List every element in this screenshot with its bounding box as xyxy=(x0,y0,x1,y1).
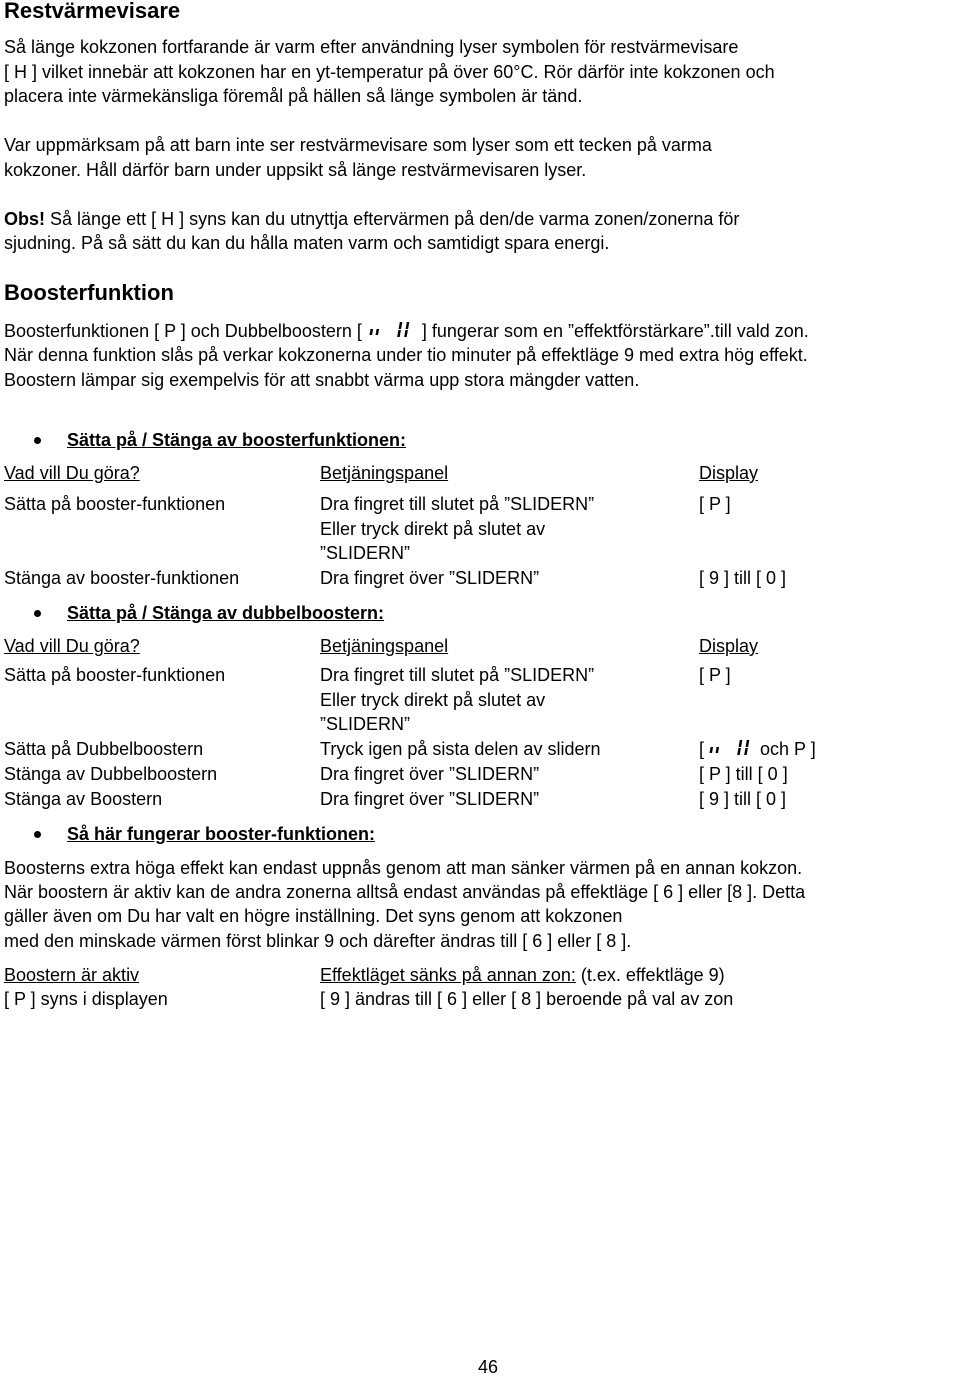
table-header-action: Vad vill Du göra? xyxy=(4,463,140,483)
table-cell-panel: Eller tryck direkt på slutet av xyxy=(320,519,546,539)
reduced-zone-example: (t.ex. effektläge 9) xyxy=(575,965,725,985)
table-cell-display: [ P ] till [ 0 ] xyxy=(699,764,788,784)
table-cell-panel: Dra fingret över ”SLIDERN” xyxy=(320,789,540,809)
table-cell-action: Sätta på booster-funktionen xyxy=(4,665,226,685)
obs-line: sjudning. På så sätt du kan du hålla maten varm och samtidigt spara energi. xyxy=(4,233,610,253)
table-cell-action: Sätta på booster-funktionen xyxy=(4,494,226,514)
table-header-display: Display xyxy=(699,636,759,656)
table-cell-action: Stänga av Dubbelboostern xyxy=(4,764,218,784)
display-text-b: och P ] xyxy=(760,739,816,759)
paragraph-line: Boostern lämpar sig exempelvis för att snabbt värma upp stora mängder vatten. xyxy=(4,370,640,390)
bullet-dot-icon xyxy=(34,831,41,838)
bullet-text: Sätta på / Stänga av dubbelboostern: xyxy=(67,603,385,623)
display-text-a: [ xyxy=(699,739,705,759)
boost-active-value: [ P ] syns i displayen xyxy=(4,989,168,1009)
table-cell-display: [ 9 ] till [ 0 ] xyxy=(699,789,787,809)
page-number: 46 xyxy=(477,1357,499,1377)
paragraph-line: När denna funktion slås på verkar kokzonerna under tio minuter på effektläge 9 med extra hög effekt. xyxy=(4,345,808,365)
table-header-panel: Betjäningspanel xyxy=(320,636,449,656)
booster-intro-text-a: Boosterfunktionen [ P ] och Dubbelboostern [ xyxy=(4,321,362,341)
booster-intro-text-b: ] fungerar som en ”effektförstärkare”.till vald zon. xyxy=(421,321,809,341)
table-cell-action: Stänga av booster-funktionen xyxy=(4,568,240,588)
table-cell-display xyxy=(699,737,816,764)
paragraph-line: placera inte värmekänsliga föremål på hällen så länge symbolen är tänd. xyxy=(4,86,583,106)
table-header-display: Display xyxy=(699,463,759,483)
obs-text: Så länge ett [ H ] syns kan du utnyttja eftervärmen på den/de varma zonen/zonerna för xyxy=(45,209,740,229)
reduced-zone-header: Effektläget sänks på annan zon: xyxy=(320,965,576,985)
table-cell-panel: Dra fingret över ”SLIDERN” xyxy=(320,568,540,588)
reduced-zone-value: [ 9 ] ändras till [ 6 ] eller [ 8 ] beroende på val av zon xyxy=(320,989,734,1009)
paragraph-line: Boosterns extra höga effekt kan endast uppnås genom att man sänker värmen på en annan kokzon. xyxy=(4,858,803,878)
table-cell-panel: Dra fingret till slutet på ”SLIDERN” xyxy=(320,665,595,685)
paragraph-line: [ H ] vilket innebär att kokzonen har en yt-temperatur på över 60°C. Rör därför inte kokzonen och xyxy=(4,62,775,82)
bullet-text: Sätta på / Stänga av boosterfunktionen: xyxy=(67,430,407,450)
table-cell-panel: ”SLIDERN” xyxy=(320,714,411,734)
table-cell-display: [ P ] xyxy=(699,494,731,514)
table-cell-panel: ”SLIDERN” xyxy=(320,543,411,563)
seven-segment-double-booster-icon xyxy=(366,321,418,346)
table-cell-panel: Dra fingret till slutet på ”SLIDERN” xyxy=(320,494,595,514)
bullet-dot-icon xyxy=(34,437,41,444)
heading-restvarmevisare: Restvärmevisare xyxy=(4,0,181,23)
table-cell-panel: Eller tryck direkt på slutet av xyxy=(320,690,546,710)
paragraph-line: När boostern är aktiv kan de andra zonerna alltså endast användas på effektläge [ 6 ] eller [8 ]. Detta xyxy=(4,882,806,902)
table-header-panel: Betjäningspanel xyxy=(320,463,449,483)
reduced-zone-header-line xyxy=(320,963,725,988)
table-cell-panel: Tryck igen på sista delen av slidern xyxy=(320,739,601,759)
booster-intro-line xyxy=(4,319,809,346)
seven-segment-double-booster-icon xyxy=(706,739,758,764)
table-cell-action: Stänga av Boostern xyxy=(4,789,163,809)
obs-line xyxy=(4,207,739,232)
table-cell-display: [ 9 ] till [ 0 ] xyxy=(699,568,787,588)
bullet-text: Så här fungerar booster-funktionen: xyxy=(67,824,376,844)
boost-active-header: Boostern är aktiv xyxy=(4,965,140,985)
paragraph-line: Så länge kokzonen fortfarande är varm efter användning lyser symbolen för restvärmevisare xyxy=(4,37,739,57)
heading-boosterfunktion: Boosterfunktion xyxy=(4,280,174,305)
table-cell-panel: Dra fingret över ”SLIDERN” xyxy=(320,764,540,784)
paragraph-line: Var uppmärksam på att barn inte ser restvärmevisare som lyser som ett tecken på varma xyxy=(4,135,712,155)
paragraph-line: kokzoner. Håll därför barn under uppsikt så länge restvärmevisaren lyser. xyxy=(4,160,587,180)
table-cell-action: Sätta på Dubbelboostern xyxy=(4,739,204,759)
obs-label: Obs! xyxy=(4,209,46,229)
table-cell-display: [ P ] xyxy=(699,665,731,685)
paragraph-line: gäller även om Du har valt en högre inställning. Det syns genom att kokzonen xyxy=(4,906,623,926)
table-header-action: Vad vill Du göra? xyxy=(4,636,140,656)
bullet-dot-icon xyxy=(34,610,41,617)
paragraph-line: med den minskade värmen först blinkar 9 och därefter ändras till [ 6 ] eller [ 8 ]. xyxy=(4,931,632,951)
